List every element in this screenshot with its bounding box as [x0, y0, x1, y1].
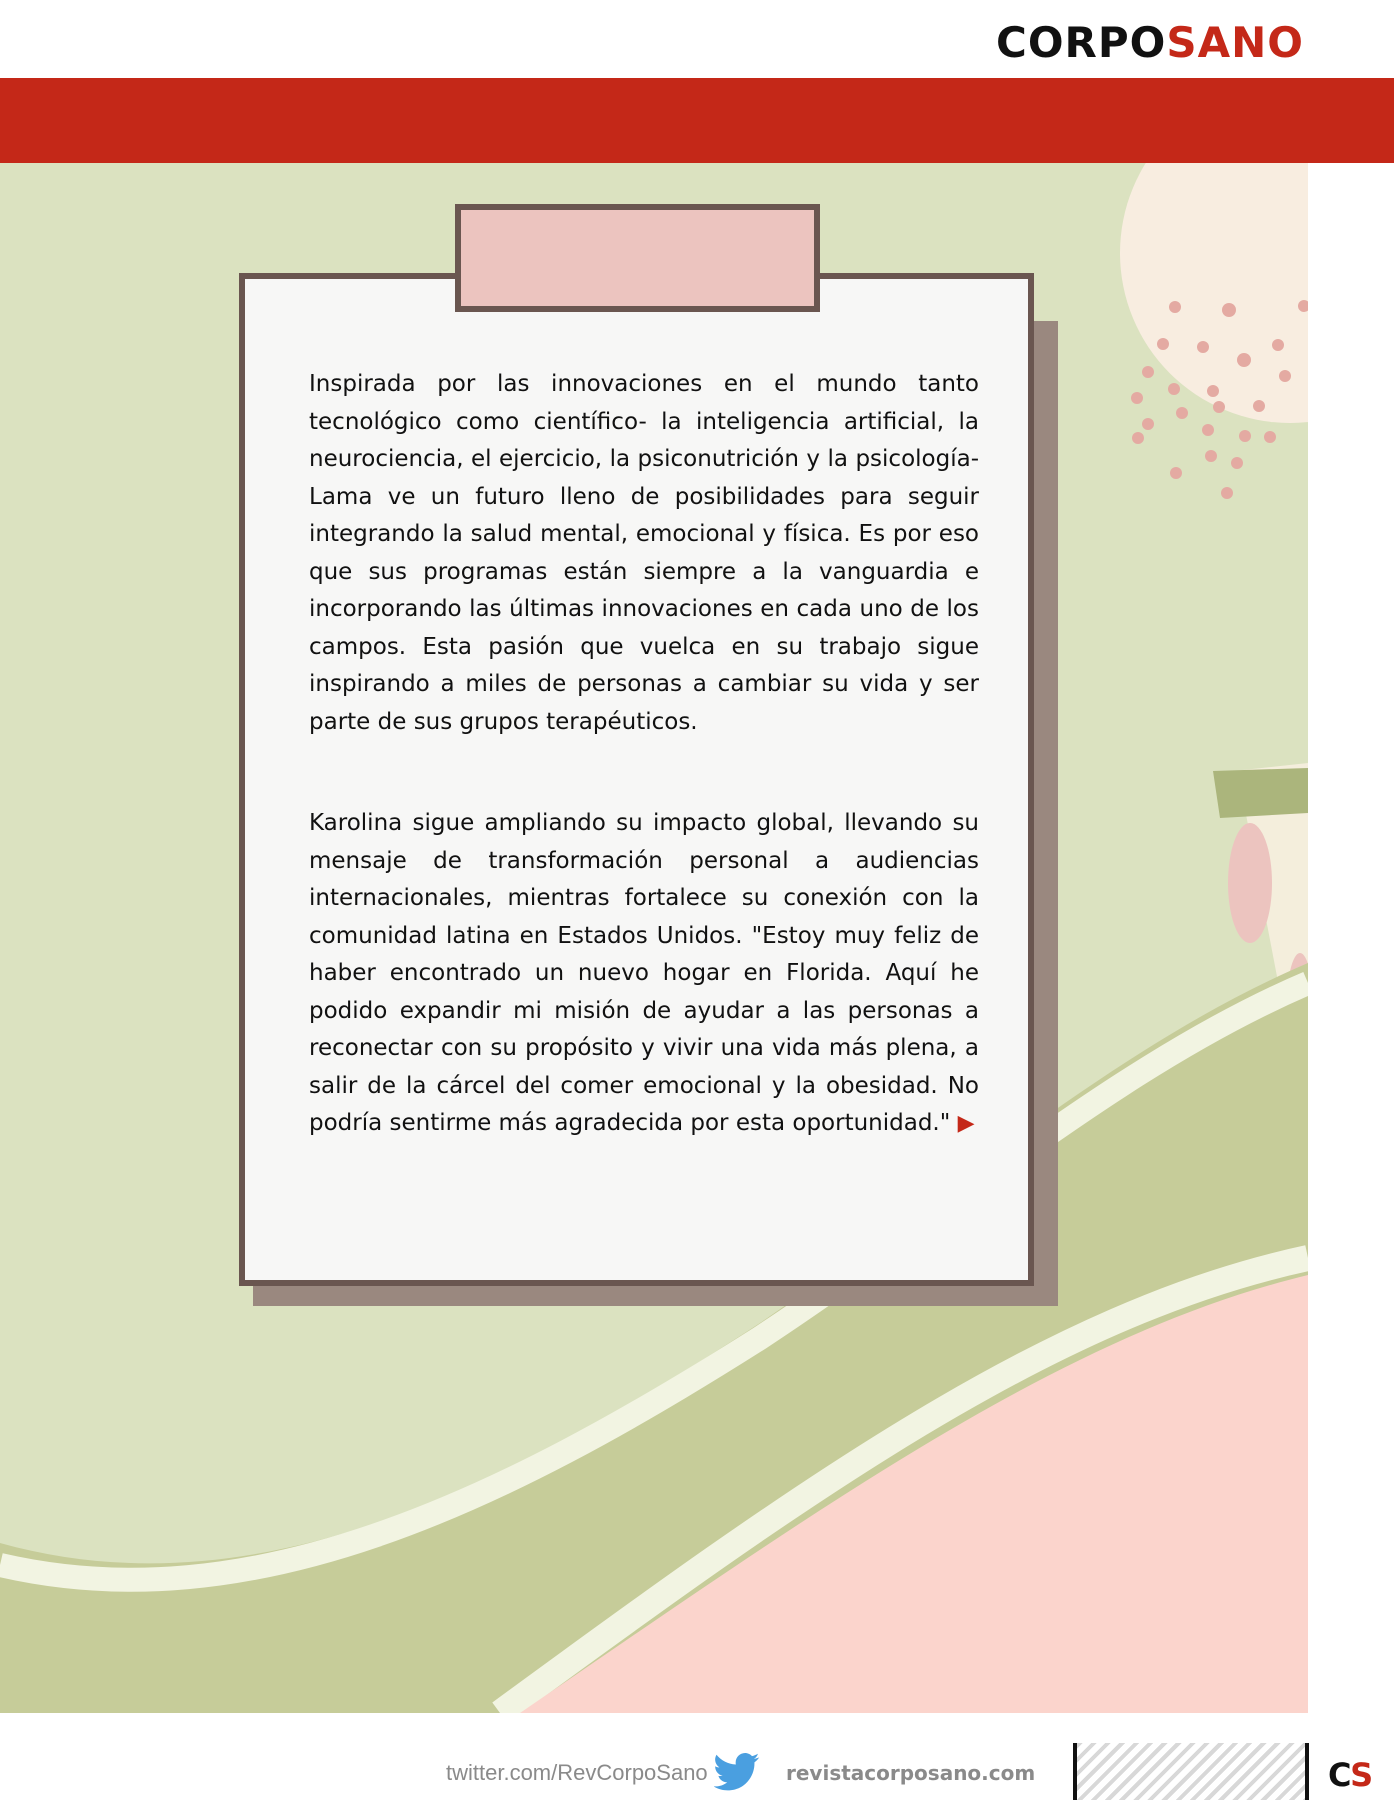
corposano-logo: [996, 18, 1304, 68]
footer-twitter-link[interactable]: twitter.com/RevCorpoSano: [446, 1760, 708, 1785]
cs-badge-c: C: [1328, 1756, 1351, 1794]
logo-part-sano: SANO: [1166, 18, 1304, 67]
header-red-band: [0, 78, 1394, 163]
footer-stripe-pattern: [1077, 1743, 1307, 1800]
article-paragraph-2-text: Karolina sigue ampliando su impacto global, llevando su mensaje de transformación personal a audiencias internacionales, mientras fortalece su conexión con la comunidad latina en Estados Unidos. "Estoy muy feliz de haber encontrado un nuevo hogar en Florida. Aquí he podido expandir mi misión de ayudar a las personas a reconectar con su propósito y vivir una vida más plena, a salir de la cárcel del comer emocional y la obesidad. No podría sentirme más agradecida por esta oportunidad.": [309, 810, 979, 1136]
cs-badge-logo: [1328, 1756, 1371, 1794]
end-of-article-icon: ▶: [957, 1111, 975, 1136]
cream-circle: [1120, 163, 1308, 423]
cs-badge-s: S: [1350, 1756, 1372, 1794]
article-paragraph-1: Inspirada por las innovaciones en el mundo tanto tecnológico como científico- la inteligencia artificial, la neurociencia, el ejercicio, la psiconutrición y la psicología- Lama ve un futuro lleno de posibilidades para seguir integrando la salud mental, emocional y física. Es por eso que sus programas están siempre a la vanguardia e incorporando las últimas innovaciones en cada uno de los campos. Esta pasión que vuelca en su trabajo sigue inspirando a miles de personas a cambiar su vida y ser parte de sus grupos terapéuticos.: [309, 371, 979, 735]
article-paragraph-2: [309, 805, 979, 1143]
logo-part-corpo: CORPO: [996, 18, 1167, 67]
twitter-bird-icon[interactable]: [714, 1752, 760, 1792]
footer-website-link[interactable]: revistacorposano.com: [786, 1761, 1036, 1785]
card-clip-tab: [455, 204, 820, 312]
footer-divider: [1305, 1743, 1309, 1800]
